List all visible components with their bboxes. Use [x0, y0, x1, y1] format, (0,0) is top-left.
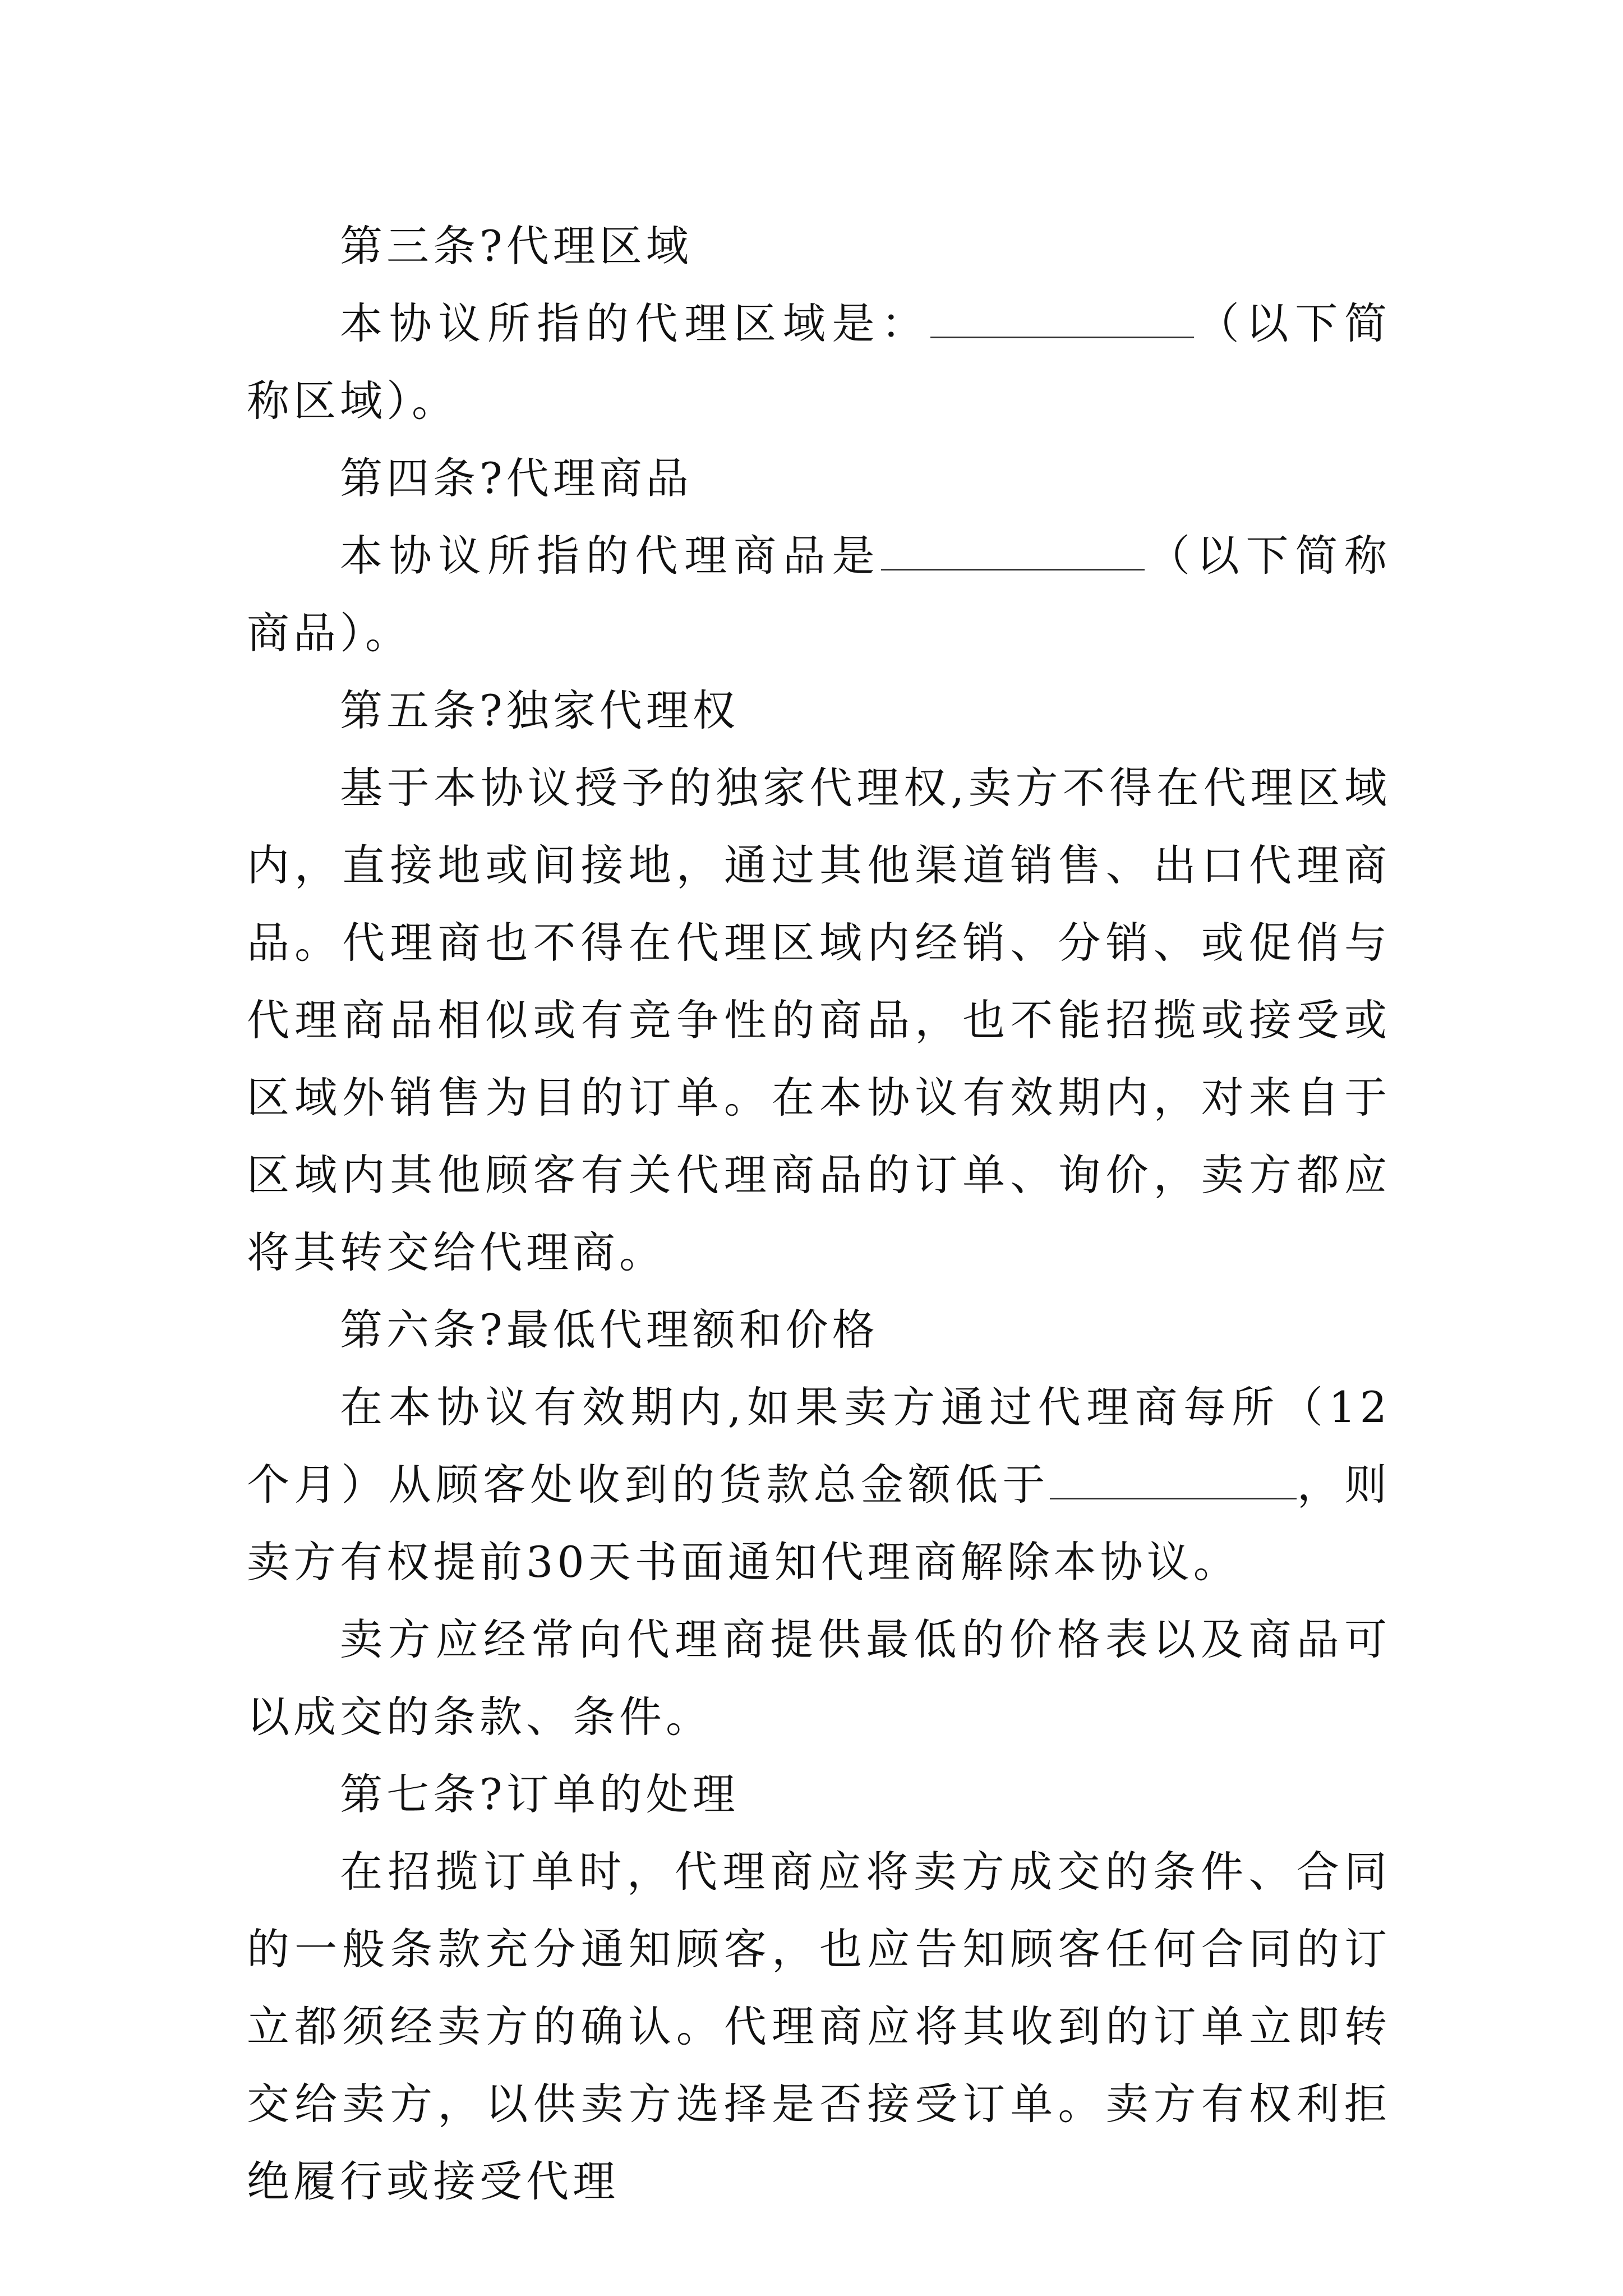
article-3-text-after: （以下简称区域）。 [247, 298, 1391, 426]
article-3-heading: 第三条?代理区域 [340, 221, 693, 271]
article-6-text [247, 1369, 1391, 1601]
article-4-text [247, 517, 1391, 672]
article-4-heading: 第四条?代理商品 [340, 453, 693, 503]
article-6-text-after: ，则卖方有权提前30天书面通知代理商解除本协议。 [247, 1460, 1391, 1587]
article-6-text-before: 在本协议有效期内,如果卖方通过代理商每所（12个月）从顾客处收到的货款总金额低于 [247, 1382, 1391, 1510]
article-6-heading: 第六条?最低代理额和价格 [340, 1305, 879, 1355]
article-7-heading: 第七条?订单的处理 [340, 1769, 739, 1819]
article-7-text: 在招揽订单时，代理商应将卖方成交的条件、合同的一般条款充分通知顾客，也应告知顾客任何合同的订立都须经卖方的确认。代理商应将其收到的订单立即转交给卖方，以供卖方选择是否接受订单。卖方有权利拒绝履行或接受代理 [247, 1847, 1391, 2206]
article-6-text-2: 卖方应经常向代理商提供最低的价格表以及商品可以成交的条款、条件。 [247, 1614, 1391, 1742]
article-4-text-before: 本协议所指的代理商品是 [340, 531, 882, 581]
amount-blank-line [1050, 1463, 1297, 1499]
article-5-heading: 第五条?独家代理权 [340, 685, 739, 735]
article-4-text-after: （以下简称商品）。 [247, 531, 1391, 658]
article-5-text: 基于本协议授予的独家代理权,卖方不得在代理区域内，直接地或间接地，通过其他渠道销售、出口代理商品。代理商也不得在代理区域内经销、分销、或促俏与代理商品相似或有竞争性的商品，也不能招揽或接受或区域外销售为目的订单。在本协议有效期内，对来自于区域内其他顾客有关代理商品的订单、询价，卖方都应将其转交给代理商。 [247, 763, 1391, 1277]
product-blank-line [881, 534, 1145, 570]
document-body [247, 208, 1391, 2220]
article-3-text-before: 本协议所指的代理区域是： [340, 298, 930, 348]
article-3-text [247, 285, 1391, 440]
region-blank-line [930, 302, 1194, 338]
